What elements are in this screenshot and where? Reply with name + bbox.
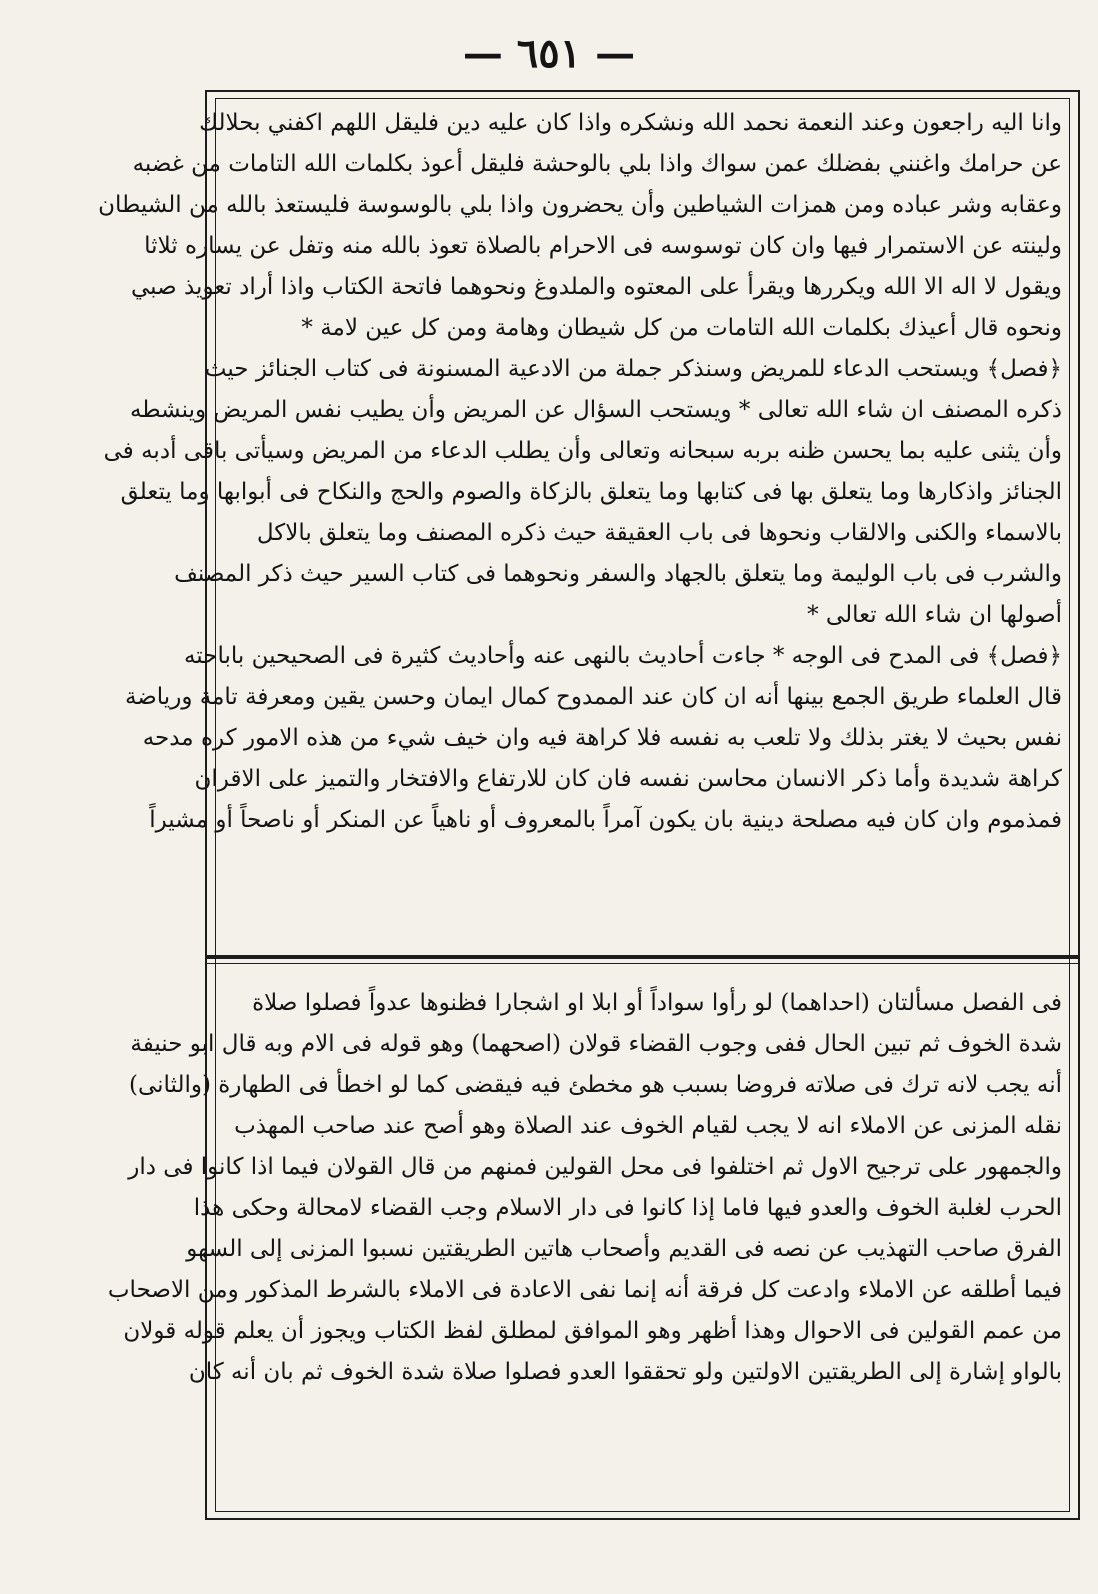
main-line: بالاسماء والكنى والالقاب ونحوها فى باب العقيقة حيث ذكره المصنف وما يتعلق بالاكل xyxy=(256,520,1062,546)
main-line: نفس بحيث لا يغتر بذلك ولا تلعب به نفسه فلا كراهة فيه وان خيف شيء من هذه الامور كره مدحه xyxy=(142,725,1062,751)
main-line: وانا اليه راجعون وعند النعمة نحمد الله ونشكره واذا كان عليه دين فليقل اللهم اكفني بحلالك xyxy=(199,110,1062,136)
footnote-divider xyxy=(207,955,1078,959)
main-line: ذكره المصنف ان شاء الله تعالى * ويستحب السؤال عن المريض وأن يطيب نفس المريض وينشطه xyxy=(129,397,1062,423)
main-line: قال العلماء طريق الجمع بينها أنه ان كان عند الممدوح كمال ايمان وحسن يقين ومعرفة تامة ورياضة xyxy=(124,684,1062,710)
footnotes-block xyxy=(107,983,1062,1393)
main-line: ﴿فصل﴾ ويستحب الدعاء للمريض وسنذكر جملة من الادعية المسنونة فى كتاب الجنائز حيث xyxy=(204,356,1062,382)
main-line: عن حرامك واغنني بفضلك عمن سواك واذا بلي بالوحشة فليقل أعوذ بكلمات الله التامات من غضبه xyxy=(132,151,1062,177)
main-line: ولينته عن الاستمرار فيها وان كان توسوسه فى الاحرام بالصلاة تعوذ بالله منه وتفل عن يساره ثلاثا xyxy=(144,233,1062,259)
footnote-line: الحرب لغلبة الخوف والعدو فيها فاما إذا كانوا فى دار الاسلام وجب القضاء لامحالة وحكى هذا xyxy=(193,1195,1062,1221)
main-line: فمذموم وان كان فيه مصلحة دينية بان يكون آمراً بالمعروف أو ناهياً عن المنكر أو ناصحاً أو مشيراً xyxy=(149,807,1062,833)
footnote-line: أنه يجب لانه ترك فى صلاته فروضا بسبب هو مخطئ فيه فيقضى كما لو اخطأ فى الطهارة (والثانى) xyxy=(128,1072,1062,1098)
main-line: الجنائز واذكارها وما يتعلق بها فى كتابها وما يتعلق بالزكاة والصوم والحج والنكاح فى أبوابها وما يتعلق xyxy=(120,479,1062,505)
footnote-line: نقله المزنى عن الاملاء انه لا يجب لقيام الخوف عند الصلاة وهو أصح عند صاحب المهذب xyxy=(234,1113,1062,1139)
main-line: وأن يثنى عليه بما يحسن ظنه بربه سبحانه وتعالى وأن يطلب الدعاء من المريض وسيأتى باقى أدبه فى xyxy=(103,438,1062,464)
footnote-line: والجمهور على ترجيح الاول ثم اختلفوا فى محل القولين فمنهم من قال القولان فيما اذا كانوا فى دار xyxy=(128,1154,1062,1180)
footnote-line: بالواو إشارة إلى الطريقتين الاولتين ولو تحققوا العدو فصلوا صلاة شدة الخوف ثم بان أنه كان xyxy=(188,1359,1062,1385)
footnote-line: من عمم القولين فى الاحوال وهذا أظهر وهو الموافق لمطلق لفظ الكتاب ويجوز أن يعلم قوله قولان xyxy=(123,1318,1062,1344)
main-line: أصولها ان شاء الله تعالى * xyxy=(807,602,1062,628)
footnote-divider-thin xyxy=(207,963,1078,964)
page-number: — ٦٥١ — xyxy=(462,30,636,77)
main-line: ﴿فصل﴾ فى المدح فى الوجه * جاءت أحاديث بالنهى عنه وأحاديث كثيرة فى الصحيحين باباحته xyxy=(183,643,1062,669)
footnote-line: فى الفصل مسألتان (احداهما) لو رأوا سواداً أو ابلا او اشجارا فظنوها عدواً فصلوا صلاة xyxy=(252,990,1062,1016)
main-line: ونحوه قال أعيذك بكلمات الله التامات من كل شيطان وهامة ومن كل عين لامة * xyxy=(301,315,1062,341)
footnote-line: فيما أطلقه عن الاملاء وادعت كل فرقة أنه إنما نفى الاعادة فى الاملاء بالشرط المذكور ومن الاصحاب xyxy=(107,1277,1062,1303)
main-line: والشرب فى باب الوليمة وما يتعلق بالجهاد والسفر ونحوهما فى كتاب السير حيث ذكر المصنف xyxy=(174,561,1062,587)
main-text-block xyxy=(98,103,1062,841)
main-line: ويقول لا اله الا الله ويكررها ويقرأ على المعتوه والملدوغ ونحوهما فاتحة الكتاب واذا أراد تعويذ صبي xyxy=(131,274,1062,300)
footnote-line: الفرق صاحب التهذيب عن نصه فى القديم وأصحاب هاتين الطريقتين نسبوا المزنى إلى السهو xyxy=(186,1236,1062,1262)
main-line: وعقابه وشر عباده ومن همزات الشياطين وأن يحضرون واذا بلي بالوسوسة فليستعذ بالله من الشيطان xyxy=(98,192,1062,218)
main-line: كراهة شديدة وأما ذكر الانسان محاسن نفسه فان كان للارتفاع والافتخار والتميز على الاقران xyxy=(194,766,1062,792)
footnote-line: شدة الخوف ثم تبين الحال ففى وجوب القضاء قولان (اصحهما) وهو قوله فى الام وبه قال ابو حنيفة xyxy=(130,1031,1062,1057)
